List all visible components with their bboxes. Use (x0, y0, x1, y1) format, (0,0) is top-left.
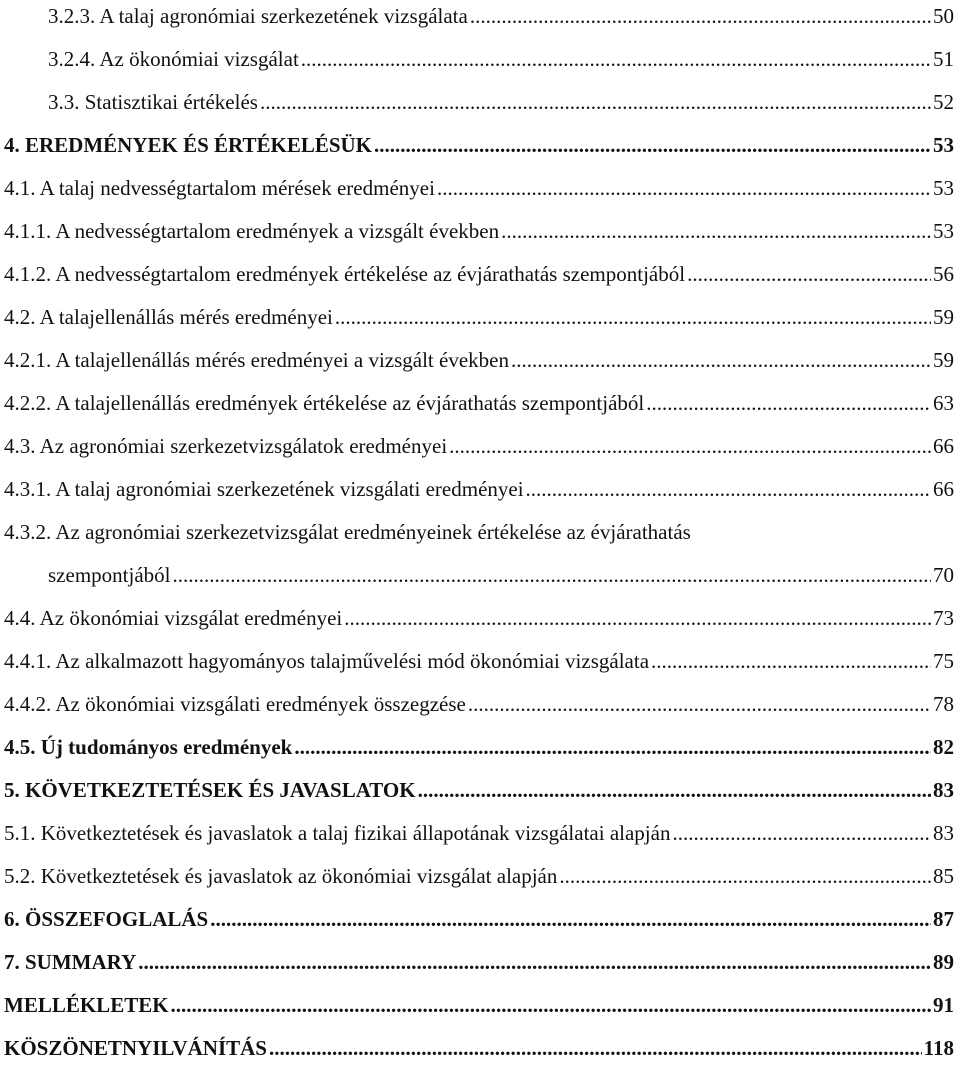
toc-dot-leader (687, 260, 931, 288)
toc-entry-page: 53 (933, 219, 954, 243)
toc-entry-3-3[interactable] (48, 88, 954, 116)
toc-entry-4-3-1[interactable] (4, 475, 954, 503)
toc-entry-title: 3.2.4. Az ökonómiai vizsgálat (48, 47, 299, 71)
toc-dot-leader (171, 991, 931, 1019)
toc-entry-title: 4.3. Az agronómiai szerkezetvizsgálatok eredményei (4, 434, 448, 458)
toc-entry-page: 118 (923, 1036, 954, 1060)
toc-entry-title: 5.1. Következtetések és javaslatok a talaj fizikai állapotának vizsgálatai alapján (4, 821, 671, 845)
toc-entry-3-2-3[interactable] (48, 2, 954, 30)
toc-entry-title: 4.4.2. Az ökonómiai vizsgálati eredmények összegzése (4, 692, 466, 716)
toc-entry-title: 4.1.2. A nedvességtartalom eredmények értékelése az évjárathatás szempontjából (4, 262, 686, 286)
toc-dot-leader (260, 88, 931, 116)
toc-entry-4-3-2-line1[interactable]: 4.3.2. Az agronómiai szerkezetvizsgálat eredményeinek értékelése az évjárathatás (4, 520, 691, 544)
toc-entry-5-1[interactable] (4, 819, 954, 847)
toc-entry-title: 4.2.1. A talajellenállás mérés eredményei a vizsgált években (4, 348, 509, 372)
toc-entry-6[interactable] (4, 905, 954, 933)
toc-entry-page: 50 (933, 4, 954, 28)
toc-dot-leader (418, 776, 931, 804)
toc-entry-title: 5.2. Következtetések és javaslatok az ökonómiai vizsgálat alapján (4, 864, 558, 888)
toc-dot-leader (651, 647, 931, 675)
toc-entry-page: 73 (933, 606, 954, 630)
toc-dot-leader (335, 303, 931, 331)
toc-entry-4-2-1[interactable] (4, 346, 954, 374)
toc-dot-leader (646, 389, 931, 417)
toc-entry-title: MELLÉKLETEK (4, 993, 169, 1017)
toc-entry-page: 59 (933, 348, 954, 372)
toc-entry-page: 56 (933, 262, 954, 286)
toc-entry-4-1-2[interactable] (4, 260, 954, 288)
toc-entry-title: 4.4. Az ökonómiai vizsgálat eredményei (4, 606, 343, 630)
toc-entry-title: 6. ÖSSZEFOGLALÁS (4, 907, 209, 931)
toc-entry-page: 83 (933, 778, 954, 802)
toc-entry-mellekletek[interactable] (4, 991, 954, 1019)
toc-entry-page: 53 (933, 133, 954, 157)
toc-entry-4-4-1[interactable] (4, 647, 954, 675)
toc-entry-koszonetnyilvanitas[interactable] (4, 1034, 954, 1062)
toc-dot-leader (269, 1034, 922, 1062)
toc-entry-title: 4.2.2. A talajellenállás eredmények értékelése az évjárathatás szempontjából (4, 391, 645, 415)
toc-entry-title: KÖSZÖNETNYILVÁNÍTÁS (4, 1036, 267, 1060)
toc-entry-title: 5. KÖVETKEZTETÉSEK ÉS JAVASLATOK (4, 778, 416, 802)
toc-entry-title: 7. SUMMARY (4, 950, 137, 974)
toc-entry-4-2[interactable] (4, 303, 954, 331)
toc-entry-title: 4.1.1. A nedvességtartalom eredmények a vizsgált években (4, 219, 500, 243)
toc-entry-title: 4.3.1. A talaj agronómiai szerkezetének vizsgálati eredményei (4, 477, 524, 501)
toc-dot-leader (138, 948, 931, 976)
toc-dot-leader (301, 45, 931, 73)
toc-entry-page: 59 (933, 305, 954, 329)
toc-dot-leader (437, 174, 931, 202)
toc-entry-4-3[interactable] (4, 432, 954, 460)
toc-entry-page: 75 (933, 649, 954, 673)
toc-entry-4-5[interactable] (4, 733, 954, 761)
toc-entry-5[interactable] (4, 776, 954, 804)
toc-dot-leader (511, 346, 931, 374)
toc-dot-leader (526, 475, 931, 503)
toc-entry-page: 51 (933, 47, 954, 71)
toc-entry-page: 70 (933, 563, 954, 587)
toc-dot-leader (210, 905, 931, 933)
toc-dot-leader (449, 432, 931, 460)
toc-entry-page: 83 (933, 821, 954, 845)
toc-entry-page: 63 (933, 391, 954, 415)
toc-entry-4-4-2[interactable] (4, 690, 954, 718)
toc-dot-leader (468, 690, 931, 718)
toc-dot-leader (374, 131, 931, 159)
toc-entry-page: 52 (933, 90, 954, 114)
toc-entry-3-2-4[interactable] (48, 45, 954, 73)
toc-entry-title: 4. EREDMÉNYEK ÉS ÉRTÉKELÉSÜK (4, 133, 373, 157)
toc-entry-4-3-2[interactable] (48, 561, 954, 589)
toc-entry-4-2-2[interactable] (4, 389, 954, 417)
toc-entry-title: 3.2.3. A talaj agronómiai szerkezetének vizsgálata (48, 4, 468, 28)
toc-entry-5-2[interactable] (4, 862, 954, 890)
toc-entry-title: szempontjából (48, 563, 171, 587)
toc-dot-leader (294, 733, 931, 761)
toc-dot-leader (559, 862, 931, 890)
toc-entry-title: 4.2. A talajellenállás mérés eredményei (4, 305, 333, 329)
toc-entry-4-4[interactable] (4, 604, 954, 632)
toc-entry-title: 4.1. A talaj nedvességtartalom mérések eredményei (4, 176, 435, 200)
toc-entry-title: 4.4.1. Az alkalmazott hagyományos talajművelési mód ökonómiai vizsgálata (4, 649, 650, 673)
toc-entry-4-1[interactable] (4, 174, 954, 202)
toc-entry-page: 91 (933, 993, 954, 1017)
toc-dot-leader (501, 217, 931, 245)
toc-entry-page: 53 (933, 176, 954, 200)
toc-entry-page: 89 (933, 950, 954, 974)
toc-entry-7[interactable] (4, 948, 954, 976)
toc-entry-4[interactable] (4, 131, 954, 159)
toc-dot-leader (470, 2, 931, 30)
toc-entry-page: 66 (933, 434, 954, 458)
toc-entry-page: 66 (933, 477, 954, 501)
toc-entry-page: 87 (933, 907, 954, 931)
toc-entry-page: 85 (933, 864, 954, 888)
toc-entry-title: 3.3. Statisztikai értékelés (48, 90, 258, 114)
toc-dot-leader (672, 819, 931, 847)
toc-dot-leader (172, 561, 931, 589)
toc-entry-page: 82 (933, 735, 954, 759)
toc-entry-4-1-1[interactable] (4, 217, 954, 245)
toc-dot-leader (344, 604, 931, 632)
toc-entry-title: 4.5. Új tudományos eredmények (4, 735, 293, 759)
toc-entry-page: 78 (933, 692, 954, 716)
